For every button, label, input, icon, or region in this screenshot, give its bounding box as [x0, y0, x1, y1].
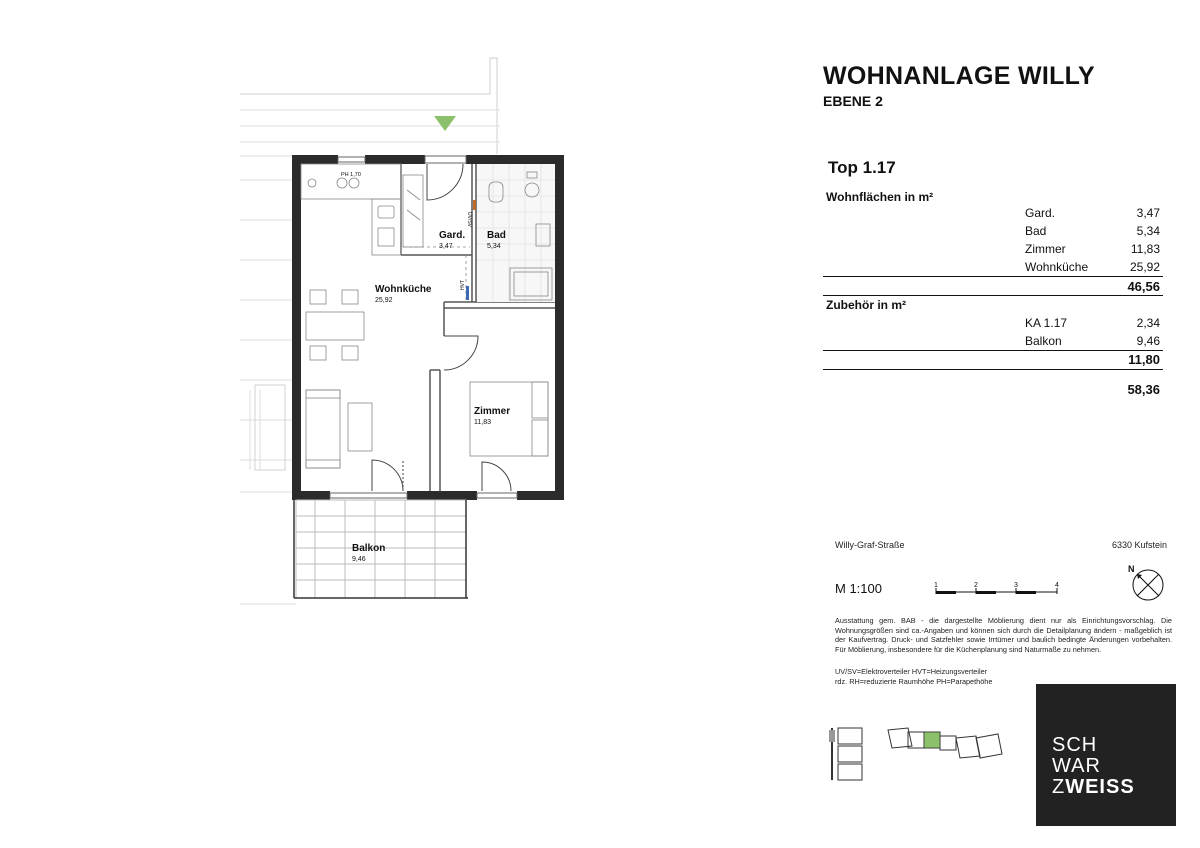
- street-address: Willy-Graf-Straße: [835, 540, 905, 550]
- room-area-balkon: 9,46: [352, 556, 366, 563]
- disclaimer-text: Ausstattung gem. BAB - die dargestellte Möblierung dient nur als Einrichtungsvorschlag. Die Wohnungsgrößen sind ca.-Angaben und können sich durch die Detailplanung ändern - maßgeblich ist der Kaufvertrag. Druck- und Satzfehler sowie Irrtümer und baulich bedingte Änderungen vorbehalten. Für Möblierung, insbesondere für die Küchenplanung sind Naturmaße zu nehmen.: [835, 616, 1172, 654]
- room-name-wohnkueche: Wohnküche: [375, 284, 432, 295]
- living-row-value: 3,47: [1136, 206, 1160, 220]
- room-name-bad: Bad: [487, 230, 506, 241]
- north-arrow-icon: [1124, 560, 1168, 606]
- brand-logo-text: [1052, 735, 1135, 798]
- logo-line-1: SCH: [1052, 734, 1098, 756]
- project-title: WOHNANLAGE WILLY: [823, 62, 1095, 90]
- living-row-label: Bad: [1025, 224, 1047, 238]
- unit-label: Top 1.17: [828, 158, 896, 177]
- level-subtitle: EBENE 2: [823, 93, 883, 109]
- annotation-uvsv: UV/SV: [466, 212, 472, 228]
- living-row-value: 25,92: [1129, 260, 1160, 274]
- accessory-row-label: KA 1.17: [1025, 316, 1068, 330]
- scale-tick-label: 4: [1055, 582, 1059, 589]
- logo-line-3-bold: WEISS: [1065, 776, 1135, 798]
- room-area-gard: 3,47: [439, 243, 453, 250]
- divider: [823, 295, 1163, 296]
- room-area-zimmer: 11,83: [474, 419, 491, 426]
- legend-line-1: UV/SV=Elektroverteiler HVT=Heizungsverteiler: [835, 667, 988, 676]
- scale-tick-label: 1: [934, 582, 938, 589]
- living-row-value: 5,34: [1136, 224, 1160, 238]
- scale-label: M 1:100: [835, 581, 882, 596]
- bathroom-fixtures: [466, 164, 555, 302]
- logo-line-3-prefix: Z: [1052, 776, 1066, 798]
- living-area-heading: Wohnflächen in m²: [826, 190, 934, 204]
- annotation-ph: PH 1,70: [341, 172, 361, 178]
- logo-line-2: WAR: [1052, 755, 1101, 777]
- room-area-wohnkueche: 25,92: [375, 297, 393, 304]
- room-name-gard: Gard.: [439, 230, 466, 241]
- living-row-label: Wohnküche: [1025, 260, 1089, 274]
- living-row-label: Zimmer: [1025, 242, 1066, 256]
- context-hatching: [240, 58, 500, 604]
- entrance-marker: [434, 116, 456, 131]
- site-key-plan: [828, 720, 1028, 790]
- accessory-area-heading: Zubehör in m²: [826, 298, 906, 312]
- living-furniture: [306, 290, 372, 468]
- accessory-row-value: 2,34: [1136, 316, 1160, 330]
- grand-total: 58,36: [1127, 382, 1160, 397]
- room-name-balkon: Balkon: [352, 543, 386, 554]
- north-label: N: [1128, 564, 1135, 574]
- annotation-hvt: HVT: [460, 280, 466, 290]
- scale-tick-label: 3: [1014, 582, 1018, 589]
- legend-line-2: rdz. RH=reduzierte Raumhöhe PH=Parapethöhe: [835, 677, 993, 686]
- living-row-value: 11,83: [1130, 242, 1160, 256]
- city-address: 6330 Kufstein: [1111, 540, 1167, 550]
- accessory-row-value: 9,46: [1136, 334, 1160, 348]
- room-area-bad: 5,34: [487, 243, 501, 250]
- logo-line-3: [1052, 777, 1135, 798]
- divider: [823, 350, 1163, 351]
- accessory-row-label: Balkon: [1025, 334, 1062, 348]
- divider: [823, 369, 1163, 370]
- room-name-zimmer: Zimmer: [474, 406, 511, 417]
- divider: [823, 276, 1163, 277]
- scale-tick-label: 2: [974, 582, 978, 589]
- living-row-label: Gard.: [1025, 206, 1056, 220]
- scale-bar: [930, 578, 1070, 602]
- living-area-total: 46,56: [1127, 279, 1160, 294]
- accessory-area-total: 11,80: [1128, 352, 1160, 367]
